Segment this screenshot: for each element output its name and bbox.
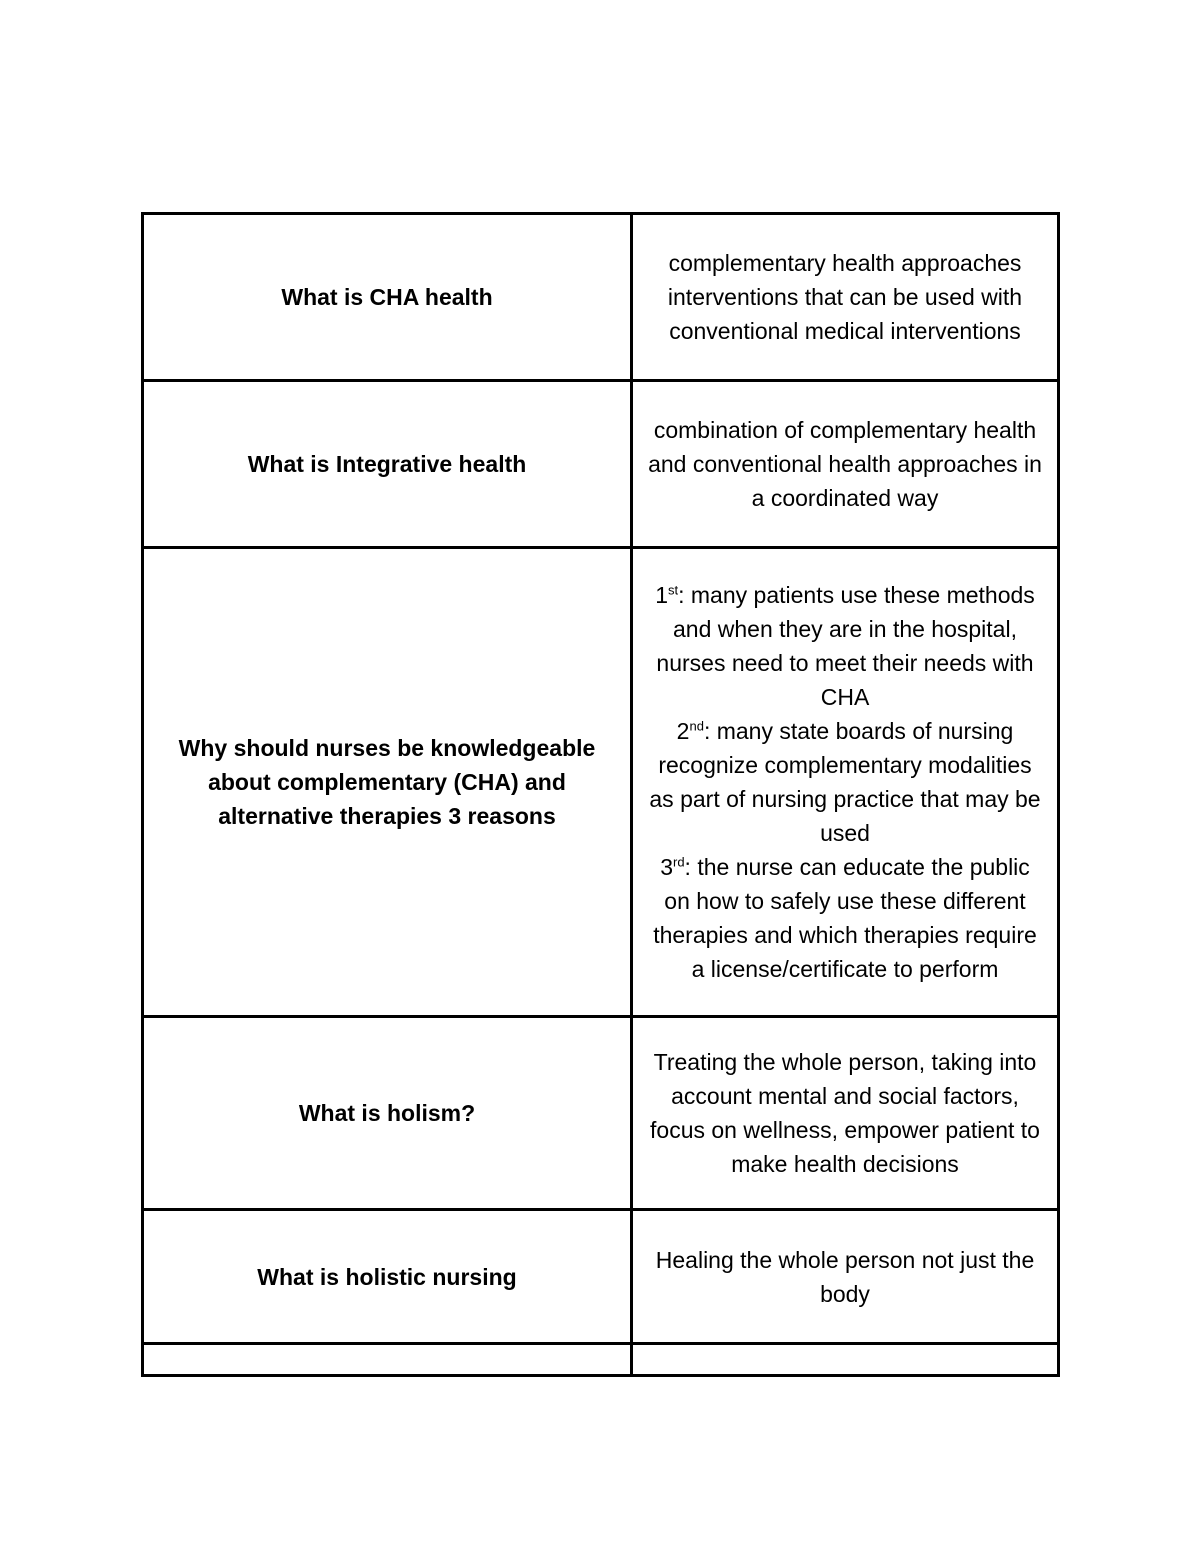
ordinal-suffix: nd: [689, 718, 704, 734]
question-line: alternative therapies 3 reasons: [218, 803, 556, 829]
answer-line: focus on wellness, empower patient to: [650, 1117, 1040, 1143]
question-cell: [143, 214, 632, 381]
question-text: What is Integrative health: [247, 451, 527, 477]
question-cell: [143, 548, 632, 1017]
reason-text: : many patients use these methods: [678, 582, 1035, 608]
question-cell: [143, 381, 632, 548]
question-line: Why should nurses be knowledgeable: [178, 735, 596, 761]
answer-line: combination of complementary health: [653, 417, 1037, 443]
answer-line: as part of nursing practice that may be: [649, 786, 1041, 812]
table-row: [143, 548, 1059, 1017]
table-row: [143, 1017, 1059, 1210]
question-cell: [143, 1210, 632, 1344]
answer-line: on how to safely use these different: [664, 888, 1026, 914]
answer-line: used: [820, 820, 870, 846]
reason-first-line: [647, 578, 1043, 612]
answer-line: Treating the whole person, taking into: [653, 1049, 1037, 1075]
question-text: What is holistic nursing: [257, 1263, 517, 1290]
flashcard-table: [141, 212, 1060, 1377]
answer-line: nurses need to meet their needs with: [656, 650, 1034, 676]
empty-question-cell: [143, 1344, 632, 1376]
answer-line: recognize complementary modalities: [658, 752, 1032, 778]
answer-line: make health decisions: [731, 1151, 959, 1177]
answer-line: Healing the whole person not just the: [655, 1246, 1035, 1273]
answer-line: and when they are in the hospital,: [673, 616, 1017, 642]
answer-cell: [632, 548, 1059, 1017]
table-row: [143, 1210, 1059, 1344]
answer-line: complementary health approaches: [668, 250, 1022, 276]
answer-cell: [632, 214, 1059, 381]
reason-number: 2: [676, 718, 690, 744]
reason-number: 3: [660, 854, 673, 880]
ordinal-suffix: rd: [672, 854, 685, 870]
answer-cell: [632, 1017, 1059, 1210]
reason-number: 1: [655, 582, 668, 608]
answer-cell: [632, 381, 1059, 548]
question-text: What is holism?: [298, 1100, 476, 1126]
question-cell: [143, 1017, 632, 1210]
reason-text: : the nurse can educate the public: [684, 854, 1030, 880]
answer-line: interventions that can be used with: [667, 284, 1023, 310]
table-row: [143, 381, 1059, 548]
reason-text: : many state boards of nursing: [703, 718, 1014, 744]
reason-first-line: [647, 850, 1043, 884]
answer-line: conventional medical interventions: [669, 318, 1021, 344]
answer-line: therapies and which therapies require: [653, 922, 1037, 948]
answer-line: and conventional health approaches in: [648, 451, 1042, 477]
reason-first-line: [647, 714, 1043, 748]
flashcard-sheet: [141, 212, 1060, 1377]
answer-line: a license/certificate to perform: [691, 956, 999, 982]
answer-line: body: [820, 1280, 870, 1307]
answer-cell: [632, 1210, 1059, 1344]
table-row-empty: [143, 1344, 1059, 1376]
ordinal-suffix: st: [667, 582, 679, 598]
empty-answer-cell: [632, 1344, 1059, 1376]
answer-line: CHA: [820, 684, 870, 710]
question-line: about complementary (CHA) and: [208, 769, 566, 795]
table-row: [143, 214, 1059, 381]
answer-line: a coordinated way: [751, 485, 939, 511]
answer-line: account mental and social factors,: [671, 1083, 1019, 1109]
question-text: What is CHA health: [281, 284, 493, 310]
